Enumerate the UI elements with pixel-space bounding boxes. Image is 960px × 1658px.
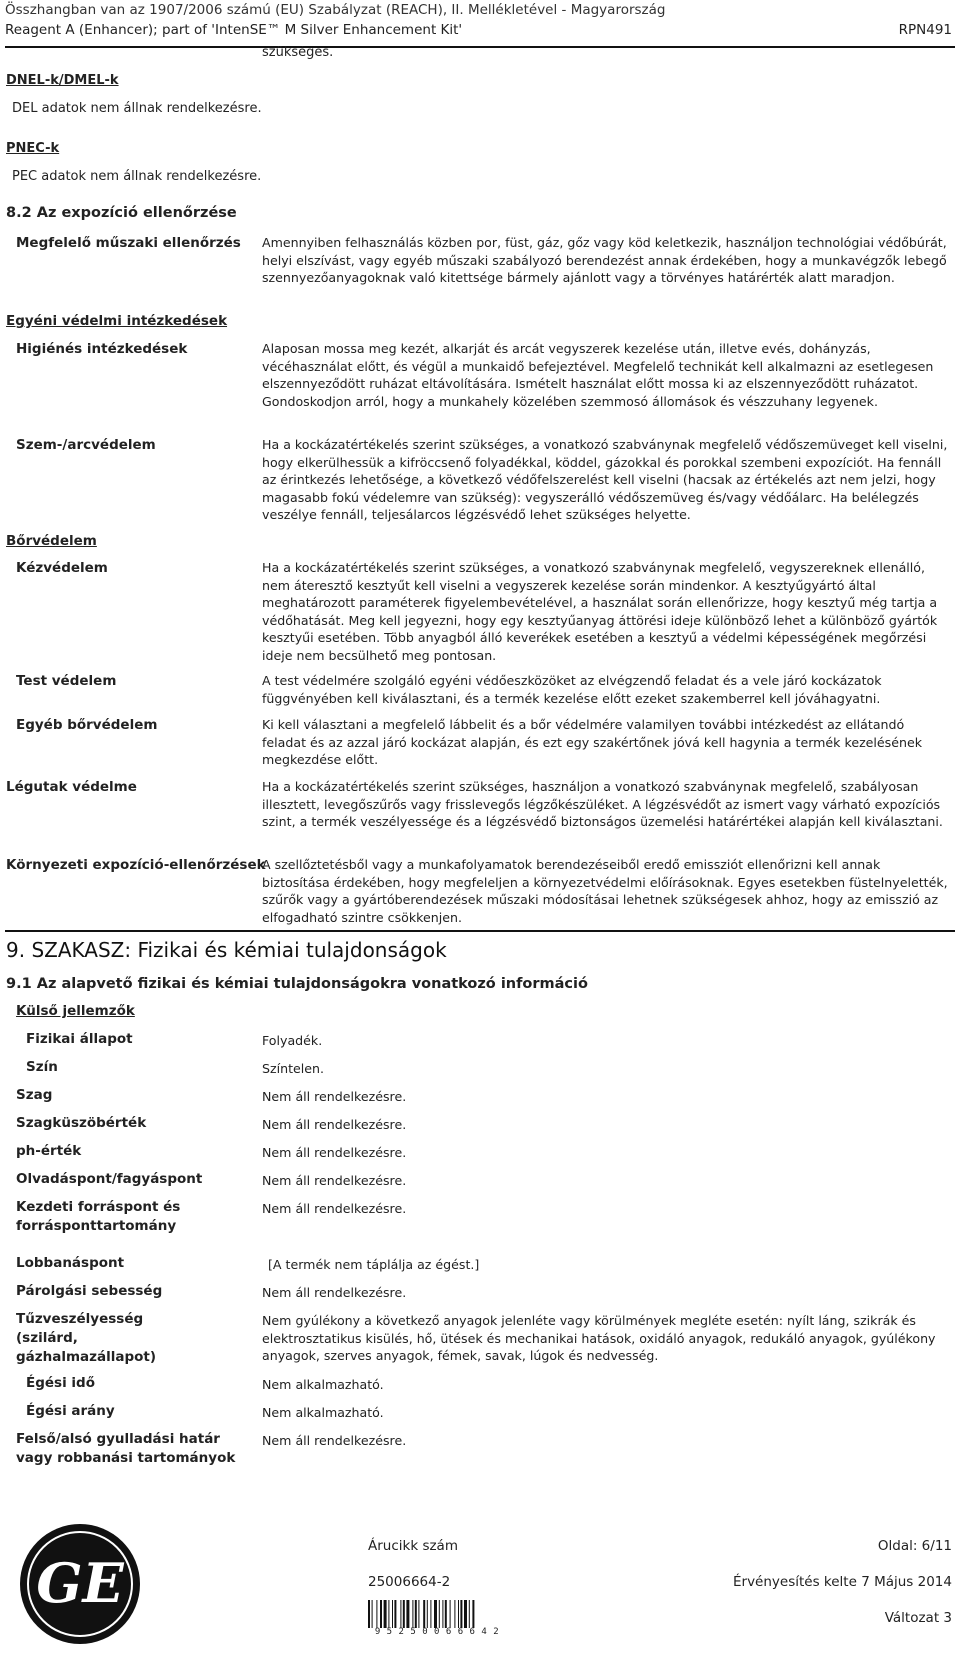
cut-text: szükséges. — [262, 46, 334, 59]
dnel-title: DNEL-k/DMEL-k — [6, 73, 119, 88]
prop-label: Szagküszöbérték — [16, 1115, 147, 1131]
text-body: A test védelmére szolgáló egyéni védőeszközöket az elvégzendő feladat és a vele járó kockázatok függvényében kell kiválasztani, és a termék kezelése előtt ezeket szakemberrel kell jóváhagyatni. — [262, 673, 882, 706]
prop-label: Párolgási sebesség — [16, 1283, 163, 1299]
pnec-text: PEC adatok nem állnak rendelkezésre. — [12, 169, 262, 184]
barcode-bar — [450, 1600, 451, 1628]
prop-value: Nem áll rendelkezésre. — [262, 1173, 407, 1188]
section-rule — [5, 930, 955, 932]
barcode-bar — [445, 1600, 447, 1628]
header-code: RPN491 — [898, 22, 952, 38]
barcode-bar — [394, 1600, 396, 1628]
prop-value: Színtelen. — [262, 1061, 325, 1076]
text-other-skin: Ki kell választani a megfelelő lábbelit és a bőr védelmére valamilyen további intézkedést az ellátandó feladat és az azzal járó kockázat alapján, és ezt egy szakértőnek jóvá kell hagynia a termék kezelésének megkezdése előtt. — [262, 717, 923, 767]
prop-value: Nem áll rendelkezésre. — [262, 1089, 407, 1104]
section-9-title: 9. SZAKASZ: Fizikai és kémiai tulajdonságok — [6, 938, 447, 962]
footer-validity: Érvényesítés kelte 7 Május 2014 — [732, 1574, 952, 1590]
footer-item-label: Árucikk szám — [368, 1538, 458, 1554]
footer-version: Változat 3 — [884, 1610, 952, 1626]
prop-value: Nem áll rendelkezésre. — [262, 1201, 407, 1216]
ge-logo-text: GE — [36, 1551, 124, 1615]
barcode-bar — [423, 1600, 425, 1628]
prop-value: Nem gyúlékony a következő anyagok jelenléte vagy körülmények megléte esetén: nyílt láng, szikrák és elektrosztatikus kisülés, hő, ütések és mechanikai hatások, oxidáló anyagok, redukáló anyagok, gyúlékony anyagok, szerves anyagok, fémek, savak, lúgok és nedvesség. — [262, 1313, 936, 1363]
barcode-bar — [412, 1600, 413, 1628]
prop-label: Tűzveszélyesség (szilárd, gázhalmazállapot) — [16, 1311, 157, 1365]
label-hand: Kézvédelem — [16, 560, 108, 576]
barcode-icon — [368, 1600, 506, 1628]
barcode-bar — [439, 1600, 440, 1628]
barcode-digits: 9 5 2 5 0 0 6 6 6 4 2 — [374, 1627, 500, 1637]
ge-logo-icon — [18, 1522, 142, 1646]
label-other-skin: Egyéb bőrvédelem — [16, 717, 158, 733]
barcode — [368, 1600, 506, 1636]
label-respiratory: Légutak védelme — [6, 779, 137, 795]
barcode-bar — [454, 1600, 455, 1628]
ge-logo — [18, 1522, 142, 1646]
text-engineering: Amennyiben felhasználás közben por, füst, gáz, gőz vagy köd keletkezik, használjon technológiai védőbúrát, helyi elszívást, vagy egyéb műszaki szabályozó berendezést annak érdekében, hogy a munkavégzők lebegő szennyezőanyagoknak való kitettsége bármely ajánlott vagy a törvényes határérték alatt maradjon. — [262, 235, 947, 285]
text-hand: Ha a kockázatértékelés szerint szükséges, a vonatkozó szabványnak megfelelő, vegyszereknek ellenálló, nem áteresztő kesztyűt kell viselni a vegyszerek kezelése során mindenkor. A kesztyűgyártó által meghatározott paraméterek figyelembevételével, a használat során ellenőrizze, hogy kesztyű még tartja a védőhatását. Meg kell jegyezni, hogy egy kesztyűanyag áttörési ideje különböző lehet a különböző gyártók kesztyűi esetében. Több anyagból álló keverékek esetében a kesztyű a védelmi képességének megőrzési ideje nem becsülhető meg pontosan. — [262, 560, 938, 663]
header-regulation: Összhangban van az 1907/2006 számú (EU) Szabályzat (REACH), II. Mellékletével - Magyarország — [5, 2, 666, 18]
label-external: Külső jellemzők — [16, 1003, 135, 1019]
barcode-bar — [400, 1600, 401, 1628]
barcode-bar — [430, 1600, 431, 1628]
header-rule — [5, 46, 955, 48]
barcode-bar — [415, 1600, 417, 1628]
barcode-bar — [403, 1600, 405, 1628]
prop-label: Felső/alsó gyulladási határ vagy robbanási tartományok — [16, 1431, 236, 1466]
text-eye: Ha a kockázatértékelés szerint szükséges, a vonatkozó szabványnak megfelelő védőszemüveget kell viselni, hogy elkerülhessük a kifröccsenő folyadékkal, köddel, gázokkal és porokkal szembeni expozíciót. Ha fennáll az érintkezés lehetősége, a következő védőfelszerelést kell viselni (hacsak az értékelés azt nem jelzi, hogy magasabb fokú védelemre van szükség): vegyszerálló védőszemüveg és/vagy védőálarc. Ha belélegzés veszélye fennáll, teljesálarcos légzésvédő lehet szükséges helyette. — [262, 437, 948, 522]
header-product: Reagent A (Enhancer); part of 'IntenSE™ M Silver Enhancement Kit' — [5, 22, 463, 38]
prop-label: Lobbanáspont — [16, 1255, 125, 1271]
barcode-bar — [460, 1600, 462, 1628]
footer-item-number: 25006664-2 — [368, 1574, 451, 1590]
barcode-bar — [388, 1600, 389, 1628]
barcode-bar — [376, 1600, 377, 1628]
prop-label: Szag — [16, 1087, 53, 1103]
text-hygiene: Alaposan mossa meg kezét, alkarját és arcát vegyszerek kezelése után, illetve evés, dohányzás, vécéhasználat előtt, és végül a munkaidő befejeztével. Megfelelő technikát kell alkalmazni az esetlegesen elszennyeződött ruházat eltávolítására. Ismételt használat előtt mossa ki az elszennyeződött ruházatot. Gondoskodjon arról, hogy a munkahely közelében szemmosó állomások és vészzuhany legyenek. — [262, 341, 934, 409]
barcode-bar — [427, 1600, 428, 1628]
barcode-bar — [458, 1600, 459, 1628]
barcode-bar — [469, 1600, 470, 1628]
prop-value: Nem áll rendelkezésre. — [262, 1117, 407, 1132]
prop-label: ph-érték — [16, 1143, 82, 1159]
label-body: Test védelem — [16, 673, 117, 689]
label-personal: Egyéni védelmi intézkedések — [6, 313, 228, 329]
prop-value: Nem áll rendelkezésre. — [262, 1285, 407, 1300]
prop-value: Folyadék. — [262, 1033, 323, 1048]
label-environmental: Környezeti expozíció-ellenőrzések — [6, 857, 266, 873]
label-skin: Bőrvédelem — [6, 533, 97, 549]
barcode-bar — [472, 1600, 474, 1628]
prop-value: Nem áll rendelkezésre. — [262, 1433, 407, 1448]
label-hygiene: Higiénés intézkedések — [16, 341, 188, 357]
prop-value: [A termék nem táplálja az égést.] — [268, 1257, 480, 1272]
text-respiratory: Ha a kockázatértékelés szerint szükséges, használjon a vonatkozó szabványnak megfelelő, szabályosan illesztett, levegőszűrős vagy frisslevegős légzőkészüléket. A légzésvédőt az ismert vagy várható expozíciós szint, a termék veszélyessége és a légzésvédő biztonságos üzemelési határértékei alapján kell kiválasztani. — [262, 779, 943, 829]
section-8-2-title: 8.2 Az expozíció ellenőrzése — [6, 205, 237, 221]
prop-label: Szín — [26, 1059, 58, 1075]
barcode-bar — [380, 1600, 382, 1628]
prop-value: Nem alkalmazható. — [262, 1377, 384, 1392]
barcode-bar — [406, 1600, 409, 1628]
barcode-bar — [464, 1600, 467, 1628]
text-environmental: A szellőztetésből vagy a munkafolyamatok berendezéseiből eredő emissziót ellenőrizni kell annak biztosítása érdekében, hogy megfeleljen a környezetvédelmi előírásoknak. Egyes esetekben füstelnyelették, szűrők vagy a gyártóberendezések műszaki módosításai lehetnek szükségesek ahhoz, hogy az emisszió az elfogadható szintre csökkenjen. — [262, 857, 948, 925]
barcode-bar — [372, 1600, 373, 1628]
prop-label: Égési idő — [26, 1375, 95, 1391]
pnec-title: PNEC-k — [6, 141, 60, 156]
prop-label: Olvadáspont/fagyáspont — [16, 1171, 203, 1187]
prop-label: Kezdeti forráspont és forrásponttartomány — [16, 1199, 181, 1234]
barcode-bar — [384, 1600, 387, 1628]
prop-label: Égési arány — [26, 1403, 115, 1419]
prop-value: Nem áll rendelkezésre. — [262, 1145, 407, 1160]
footer-page: Oldal: 6/11 — [877, 1538, 952, 1554]
barcode-bar — [418, 1600, 419, 1628]
prop-value: Nem alkalmazható. — [262, 1405, 384, 1420]
dnel-text: DEL adatok nem állnak rendelkezésre. — [12, 101, 262, 116]
barcode-bar — [434, 1600, 437, 1628]
barcode-bar — [368, 1600, 370, 1628]
label-eye: Szem-/arcvédelem — [16, 437, 156, 453]
barcode-bar — [442, 1600, 443, 1628]
label-engineering: Megfelelő műszaki ellenőrzés — [16, 235, 241, 251]
section-9-1-title: 9.1 Az alapvető fizikai és kémiai tulajdonságokra vonatkozó információ — [6, 976, 588, 992]
prop-label: Fizikai állapot — [26, 1031, 133, 1047]
barcode-bar — [392, 1600, 393, 1628]
